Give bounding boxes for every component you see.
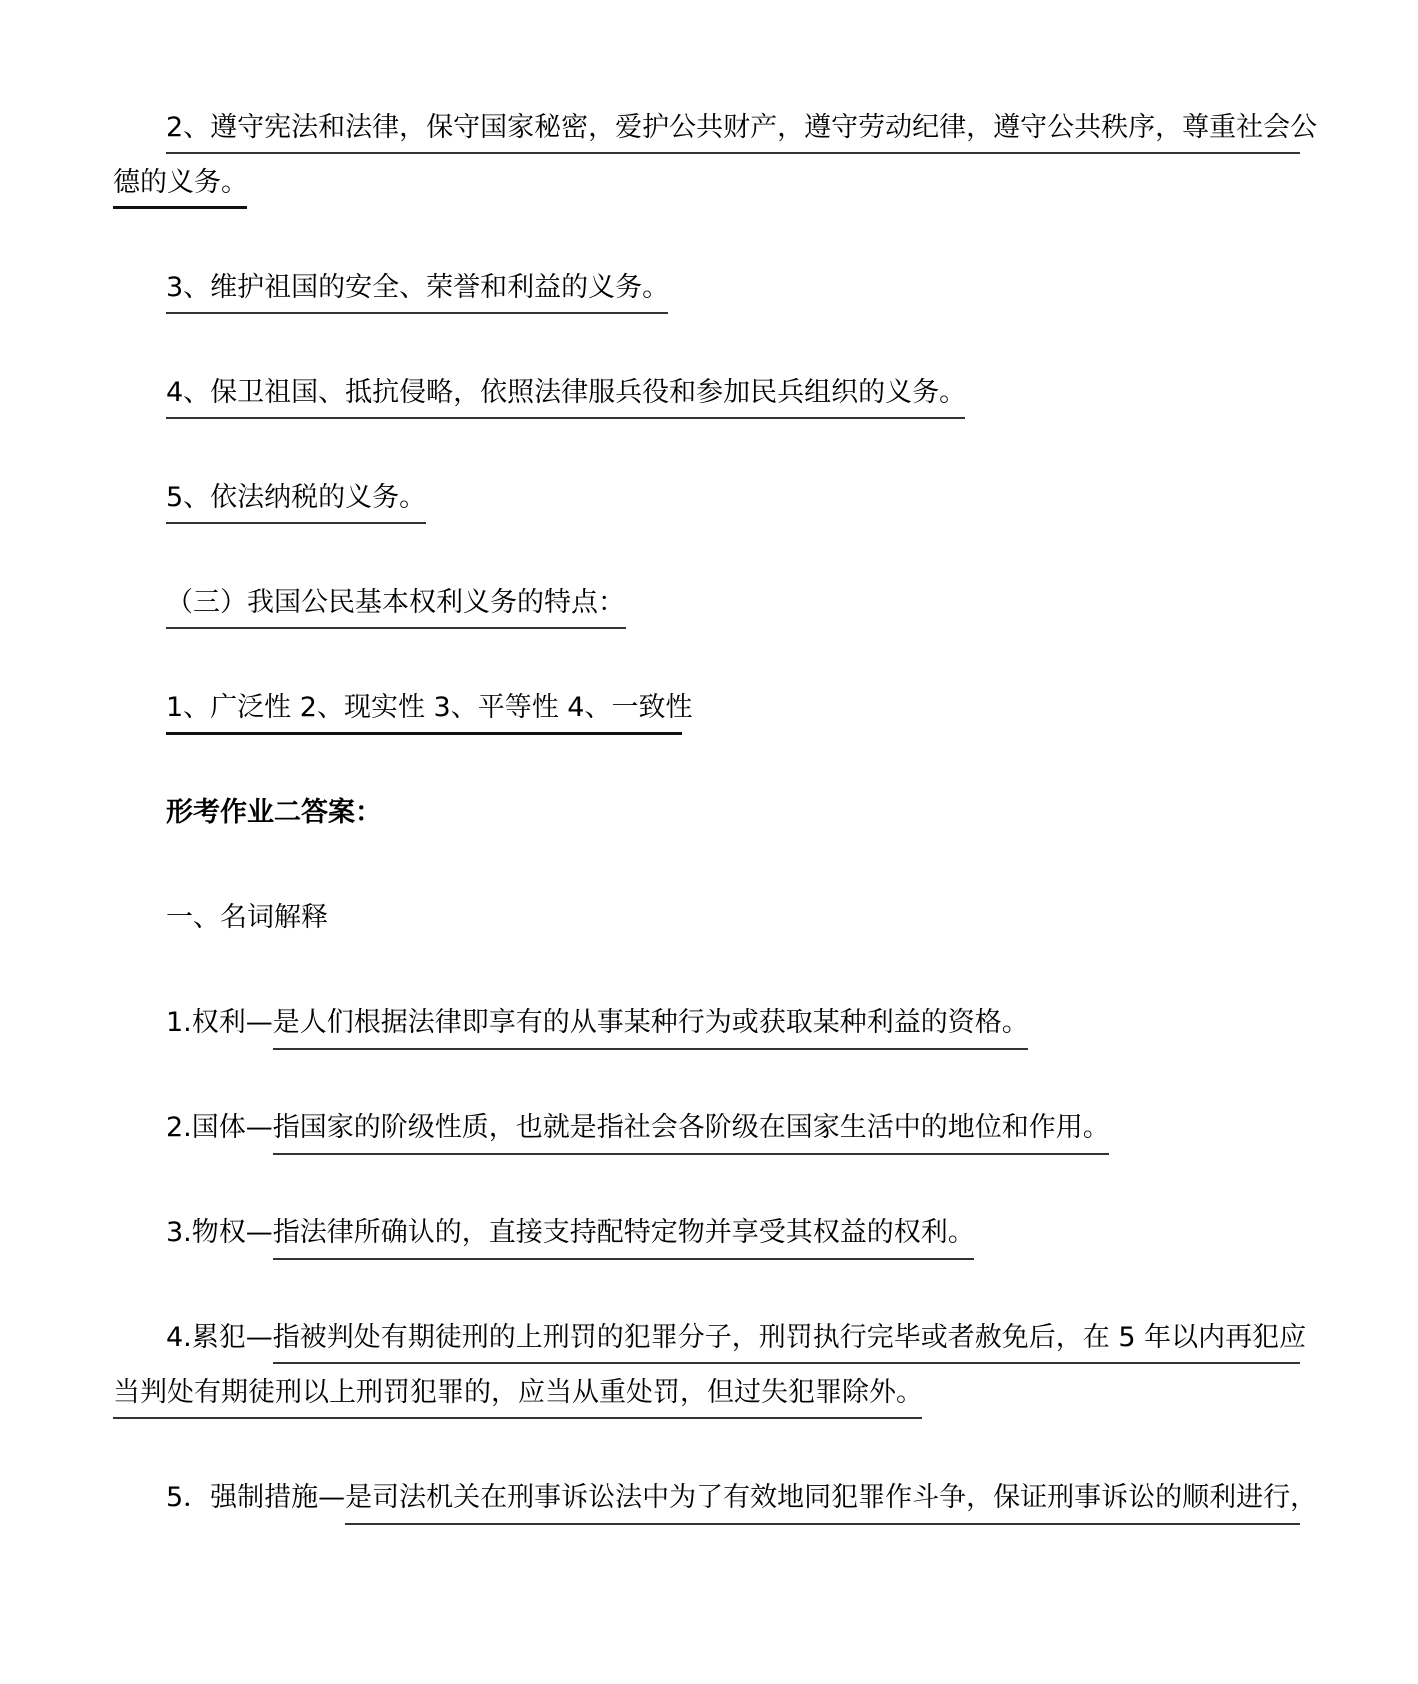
underline-term-coercive-measures: [345, 1523, 1300, 1525]
text-line-section-features: （三）我国公民基本权利义务的特点：: [166, 587, 625, 618]
underline-duty-2-part2: [113, 206, 247, 209]
underline-term-right: [273, 1048, 1028, 1050]
text-line-term-coercive-measures: 5．强制措施—是司法机关在刑事诉讼法中为了有效地同犯罪作斗争，保证刑事诉讼的顺利进行，: [166, 1482, 1318, 1513]
heading-assignment-two: 形考作业二答案：: [166, 797, 382, 828]
text-line-duty-4: 4、保卫祖国、抵抗侵略，依照法律服兵役和参加民兵组织的义务。: [166, 377, 967, 408]
text-line-duty-3: 3、维护祖国的安全、荣誉和利益的义务。: [166, 272, 670, 303]
underline-duty-5: [166, 522, 426, 524]
text-line-features-list: 1、广泛性 2、现实性 3、平等性 4、一致性: [166, 692, 693, 723]
underline-term-recidivist-part2: [113, 1417, 922, 1419]
text-line-duty-2-part1: 2、遵守宪法和法律，保守国家秘密，爱护公共财产，遵守劳动纪律，遵守公共秩序，尊重社会公: [166, 112, 1318, 143]
text-line-duty-5: 5、依法纳税的义务。: [166, 482, 427, 513]
underline-term-real-right: [273, 1258, 974, 1260]
text-line-term-recidivist-part1: 4.累犯—指被判处有期徒刑的上刑罚的犯罪分子，刑罚执行完毕或者赦免后，在 5 年以内再犯应: [166, 1322, 1307, 1353]
underline-duty-4: [166, 417, 965, 419]
text-line-duty-2-part2: 德的义务。: [113, 167, 248, 198]
text-line-term-right: 1.权利—是人们根据法律即享有的从事某种行为或获取某种利益的资格。: [166, 1007, 1029, 1038]
underline-features-list: [166, 732, 682, 735]
text-line-term-recidivist-part2: 当判处有期徒刑以上刑罚犯罪的，应当从重处罚，但过失犯罪除外。: [113, 1377, 923, 1408]
heading-term-definitions: 一、名词解释: [166, 902, 328, 933]
text-line-term-real-right: 3.物权—指法律所确认的，直接支持配特定物并享受其权益的权利。: [166, 1217, 975, 1248]
underline-term-state-nature: [273, 1153, 1109, 1155]
text-line-term-state-nature: 2.国体—指国家的阶级性质，也就是指社会各阶级在国家生活中的地位和作用。: [166, 1112, 1110, 1143]
underline-duty-2-part1: [166, 152, 1300, 154]
underline-term-recidivist-part1: [273, 1362, 1300, 1364]
underline-duty-3: [166, 312, 668, 314]
underline-section-features: [166, 627, 626, 629]
